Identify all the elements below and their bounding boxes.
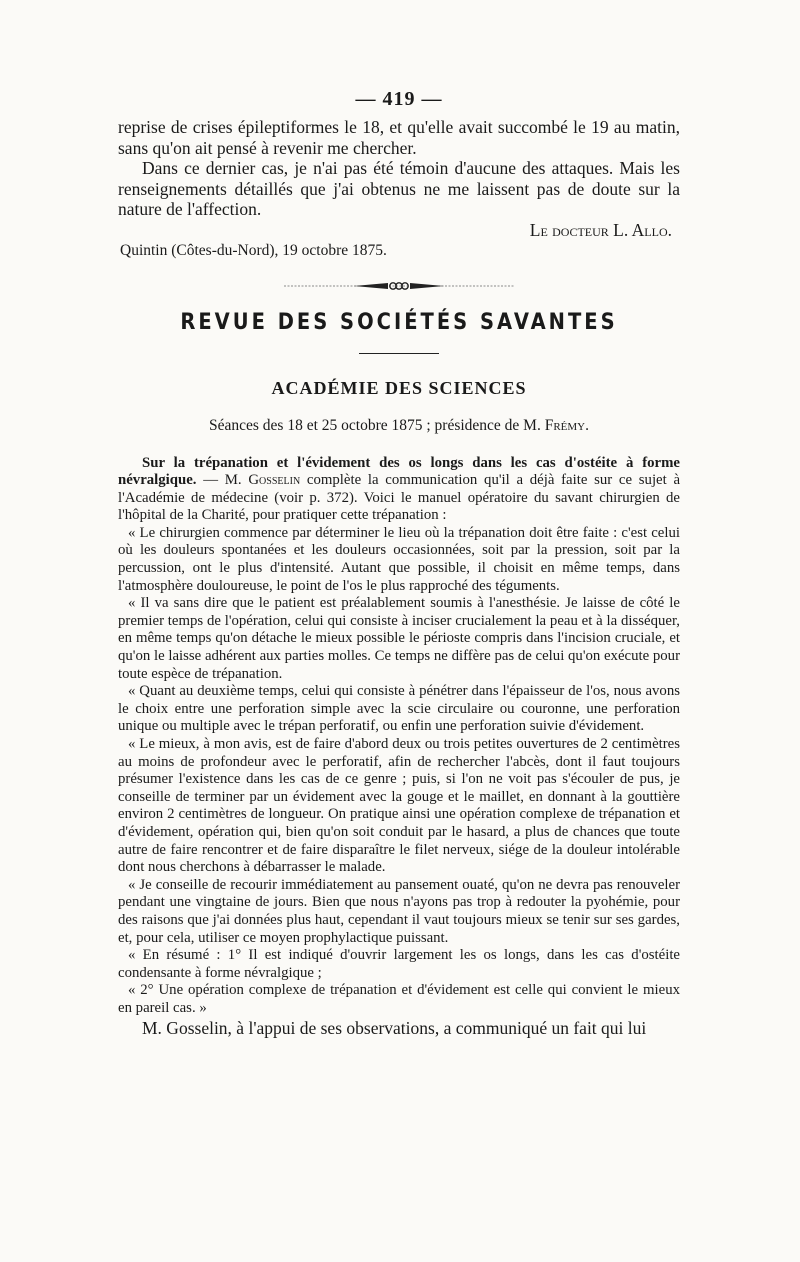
section-title: REVUE DES SOCIÉTÉS SAVANTES (180, 307, 618, 335)
article-intro (118, 455, 680, 525)
session-text: Séances des 18 et 25 octobre 1875 ; présidence de M. (208, 416, 541, 434)
article-paragraph-1: « Le chirurgien commence par déterminer le lieu où la trépanation doit être faite : c'est celui où les douleurs spontanées et les douleurs occasionnées, soit par la pression, soit par la percussion, ont le plus d'intensité. Autant que possible, il choisit en même temps, dans l'atmosphère douloureuse, le point de l'os le plus rapproché des téguments. (118, 524, 680, 594)
article-paragraph-6: « En résumé : 1° Il est indiqué d'ouvrir largement les os longs, dans les cas d'ostéite condensante à forme névralgique ; (118, 947, 680, 981)
article-intro-post: complète la communication qu'il a déjà faite sur ce sujet à l'Académie de médecine (voir p. 372). Voici le manuel opératoire du savant chirurgien de l'hôpital de la Charité, pour pratiquer cette trépanation : (118, 472, 681, 524)
article-paragraph-4: « Le mieux, à mon avis, est de faire d'abord deux ou trois petites ouvertures de 2 centimètres au moins de profondeur avec le perforatif, afin de rechercher l'abcès, dont il faut toujours présumer l'existence dans les cas de ce genre ; puis, si l'on ne voit pas s'écouler de pus, je conseille de terminer par un évidement avec la gouge et le maillet, en donnant à la gouttière environ 2 centimètres de longueur. On pratique ainsi une opération complexe de trépanation et d'évidement, opération qui, bien qu'on soit conduit par le hasard, a plus de chances que toute autre de faire rencontrer et de faire disparaître le filet nerveux, siége de la douleur intolérable dont nous cherchons à débarrasser le malade. (118, 736, 680, 876)
subsection-title: ACADÉMIE DES SCIENCES (271, 377, 527, 398)
session-line (118, 417, 680, 435)
article-intro-pre: — M. (203, 472, 242, 489)
signature: Le docteur L. Allo. (529, 219, 672, 240)
place-date: Quintin (Côtes-du-Nord), 19 octobre 1875. (120, 241, 387, 259)
ornament-divider (118, 280, 680, 292)
letter-paragraph-2: Dans ce dernier cas, je n'ai pas été témoin d'aucune des attaques. Mais les renseignements détaillés que j'ai obtenus ne me laissent pas de doute sur la nature de l'affection. (118, 158, 680, 219)
article-paragraph-7: « 2° Une opération complexe de trépanation et d'évidement est celle qui convient le mieux en pareil cas. » (118, 982, 680, 1016)
section-rule (359, 353, 439, 354)
document-page (118, 88, 680, 1038)
letter-paragraph-1: reprise de crises épileptiformes le 18, et qu'elle avait succombé le 19 au matin, sans qu'on ait pensé à revenir me chercher. (118, 117, 680, 158)
page-number: — 419 — (355, 88, 443, 110)
article-heading: Sur la trépanation et l'évidement des os longs dans les cas d'ostéite à forme névralgique. (118, 454, 680, 489)
article-paragraph-2: « Il va sans dire que le patient est préalablement soumis à l'anesthésie. Je laisse de côté le premier temps de l'opération, celui qui consiste à inciser crucialement la peau et à la disséquer, en même temps qu'on détache le mieux possible le périoste compris dans l'incision cruciale, et qu'on le laisse adhérent aux parties molles. Ce temps ne diffère pas de celui qu'on exécute pour toute espèce de trépanation. (118, 595, 680, 682)
article-paragraph-3: « Quant au deuxième temps, celui qui consiste à pénétrer dans l'épaisseur de l'os, nous avons le choix entre une perforation simple avec la scie circulaire ou couronne, une perforation unique ou multiple avec le trépan perforatif, ou enfin une perforation suivie d'évidement. (118, 683, 680, 735)
article-paragraph-5: « Je conseille de recourir immédiatement au pansement ouaté, qu'on ne devra pas renouveler pendant une vingtaine de jours. Bien que nous n'ayons pas trop à redouter la pyohémie, pour des raisons que j'ai données plus haut, cependant il vaut toujours mieux se tenir sur ses gardes, et, pour cela, utiliser ce moyen prophylactique puissant. (118, 876, 680, 946)
article-closing: M. Gosselin, à l'appui de ses observations, a communiqué un fait qui lui (142, 1017, 647, 1038)
session-president: Frémy. (544, 416, 589, 434)
ornament-divider-icon (284, 280, 514, 292)
article-author: Gosselin (248, 472, 301, 489)
